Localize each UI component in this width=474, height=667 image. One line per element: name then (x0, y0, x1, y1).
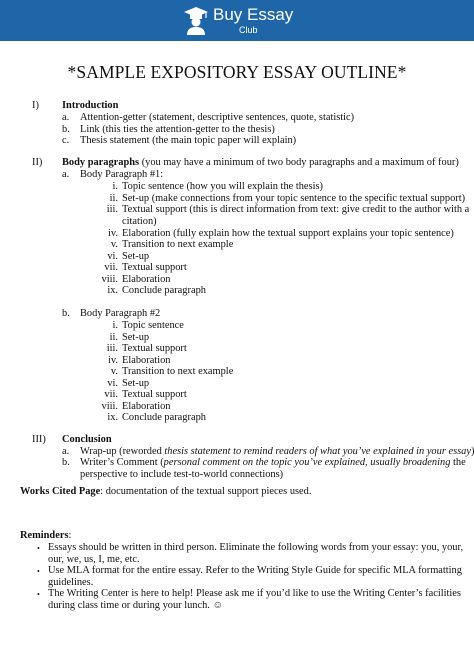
outline-item: Elaboration (fully explain how the textual support explains your topic sentence) (122, 228, 454, 239)
item-marker: viii. (101, 274, 118, 285)
reminders-heading: Reminders: (20, 530, 72, 541)
outline-item: Transition to next example (122, 239, 234, 250)
outline-item: Set-up (122, 251, 150, 262)
outline-item-continued: citation) (122, 216, 157, 227)
item-marker: viii. (101, 401, 118, 412)
brand-sub: Club (239, 25, 258, 35)
item-marker: ix. (107, 412, 118, 423)
item-marker: ix. (107, 285, 118, 296)
outline-item: Set-up (122, 332, 150, 343)
item-marker: c. (62, 135, 70, 146)
outline-item: Writer’s Comment (personal comment on the topic you’ve explained, usually broadening the (80, 457, 466, 468)
outline-item-continued: perspective to include test-to-world connections) (80, 469, 284, 480)
works-cited-note: Works Cited Page: documentation of the textual support pieces used. (20, 486, 312, 497)
outline-item: Thesis statement (the main topic paper will explain) (80, 135, 297, 146)
bullet-icon: • (37, 590, 40, 599)
section-numeral: I) (32, 100, 39, 111)
reminder-item-continued: guidelines. (48, 577, 94, 588)
item-marker: ii. (109, 332, 118, 343)
outline-item: Attention-getter (statement, descriptive sentences, quote, statistic) (80, 112, 355, 123)
item-marker: v. (110, 366, 118, 377)
outline-item: Elaboration (122, 401, 171, 412)
item-marker: iv. (107, 355, 118, 366)
section-heading: Introduction (62, 100, 119, 111)
section-heading: Conclusion (62, 434, 112, 445)
subheading: Body Paragraph #1: (80, 169, 164, 180)
outline-item: Conclude paragraph (122, 285, 206, 296)
outline-item: Textual support (122, 389, 187, 400)
item-marker: vii. (104, 389, 118, 400)
item-marker: iv. (107, 228, 118, 239)
reminder-item-continued: our, we, us, I, me, etc. (48, 554, 140, 565)
item-marker: b. (62, 457, 70, 468)
outline-item: Elaboration (122, 274, 171, 285)
section-numeral: III) (32, 434, 46, 445)
outline-item: Wrap-up (reworded thesis statement to remind readers of what you’ve explained in your essay (80, 446, 471, 457)
item-marker: vi. (107, 251, 118, 262)
item-marker: a. (62, 169, 70, 180)
item-marker: v. (110, 239, 118, 250)
outline-item: Textual support (this is direct information from text: give credit to the author with a (122, 204, 470, 215)
brand-name: Buy Essay (213, 5, 294, 24)
outline-item: Topic sentence (122, 320, 184, 331)
section-heading: Body paragraphs (you may have a minimum of two body paragraphs and a maximum of four) (62, 157, 459, 168)
outline-item: Textual support (122, 262, 187, 273)
item-marker: i. (112, 320, 118, 331)
bullet-icon: • (37, 544, 40, 553)
outline-item: Set-up (make connections from your topic sentence to the specific textual support) (122, 193, 466, 204)
item-marker: a. (62, 112, 70, 123)
item-marker: iii. (106, 343, 118, 354)
outline-item: Set-up (122, 378, 150, 389)
section-numeral: II) (32, 157, 43, 168)
outline-item: Link (this ties the attention-getter to the thesis) (80, 124, 275, 135)
item-marker: b. (62, 308, 70, 319)
reminder-item: Use MLA format for the entire essay. Refer to the Writing Style Guide for specific MLA formatting (48, 565, 462, 576)
item-marker: vii. (104, 262, 118, 273)
outline-item: Textual support (122, 343, 187, 354)
document-title: *SAMPLE EXPOSITORY ESSAY OUTLINE* (67, 62, 407, 82)
item-marker: iii. (106, 204, 118, 215)
item-marker: ii. (109, 193, 118, 204)
bullet-icon: • (37, 567, 40, 576)
outline-item: Transition to next example (122, 366, 234, 377)
outline-item: Topic sentence (how you will explain the thesis) (122, 181, 323, 192)
outline-item: Conclude paragraph (122, 412, 206, 423)
reminder-item: Essays should be written in third person. Eliminate the following words from your essay: you, your, (48, 542, 464, 553)
item-marker: vi. (107, 378, 118, 389)
item-marker: i. (112, 181, 118, 192)
reminder-item: The Writing Center is here to help! Please ask me if you’d like to use the Writing Center’s facilities (48, 588, 461, 599)
outline-item: Elaboration (122, 355, 171, 366)
reminder-item-continued: during class time or during your lunch. ☺ (48, 600, 224, 611)
item-marker: b. (62, 124, 70, 135)
subheading: Body Paragraph #2 (80, 308, 161, 319)
item-marker: a. (62, 446, 70, 457)
